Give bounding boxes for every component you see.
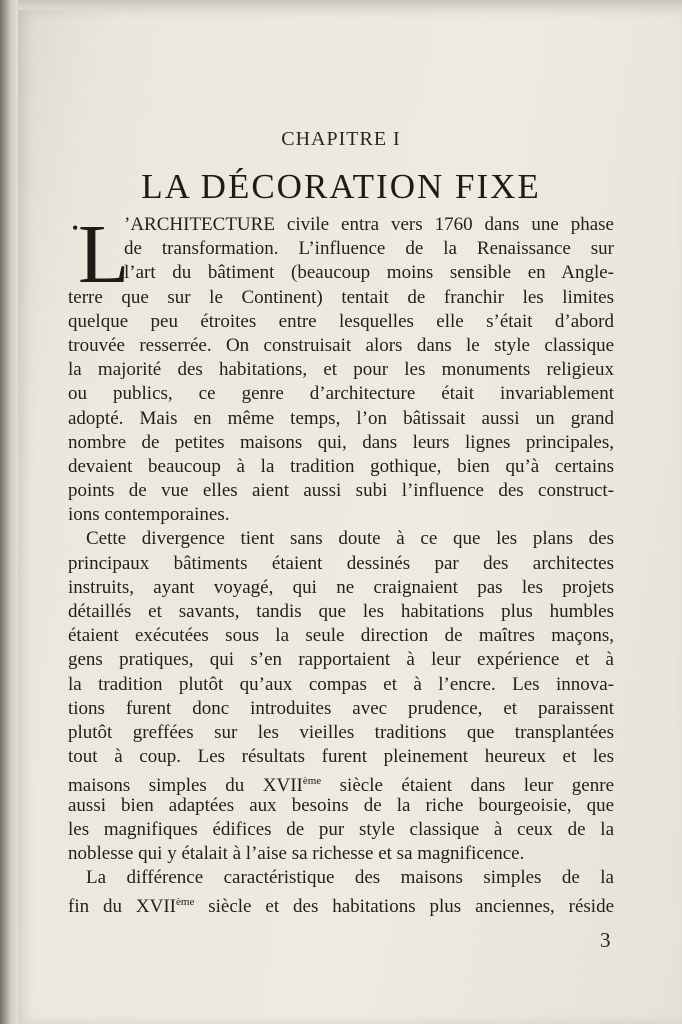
body-text	[68, 208, 614, 918]
text-line: les magnifiques édifices de pur style classique à ceux de la	[68, 818, 614, 840]
text-line: La différence caractéristique des maisons simples de la	[86, 867, 614, 889]
text-line: étaient exécutées sous la seule direction de maîtres maçons,	[68, 625, 614, 647]
text-line: trouvée resserrée. On construisait alors dans le style classique	[68, 334, 614, 356]
page-number: 3	[600, 928, 611, 952]
text-line: ’ARCHITECTURE civile entra vers 1760 dans une phase	[124, 214, 614, 235]
text-line: détaillés et savants, tandis que les habitations plus humbles	[68, 601, 614, 622]
text-line: tout à coup. Les résultats furent pleinement heureux et les	[68, 746, 614, 768]
superscript: ème	[302, 775, 322, 788]
drop-cap	[72, 208, 130, 301]
ornament-dot: •	[72, 218, 79, 238]
book-gutter	[0, 0, 18, 1024]
text-line: gens pratiques, qui s’en rapportaient à leur expérience et à	[68, 649, 614, 671]
chapter-title: LA DÉCORATION FIXE	[141, 167, 541, 206]
text-line: Cette divergence tient sans doute à ce que les plans des	[86, 528, 614, 550]
text-line: aussi bien adaptées aux besoins de la riche bourgeoisie, que	[68, 794, 614, 816]
text-line: plutôt greffées sur les vieilles traditions que transplantées	[68, 721, 614, 743]
text-fragment: siècle étaient dans leur genre	[321, 775, 614, 797]
text-line: devaient beaucoup à la tradition gothique, bien qu’à certains	[68, 455, 614, 477]
drop-cap-letter: L	[78, 208, 130, 301]
text-line: points de vue elles aient aussi subi l’influence des construct-	[68, 480, 614, 502]
text-fragment: maisons simples du XVII	[68, 775, 303, 797]
text-line: quelque peu étroites entre lesquelles elle s’était d’abord	[68, 310, 614, 332]
text-line: de transformation. L’influence de la Renaissance sur	[124, 238, 614, 260]
text-line: nombre de petites maisons qui, dans leurs lignes principales,	[68, 431, 614, 453]
text-line: noblesse qui y étalait à l’aise sa richesse et sa magnificence.	[68, 842, 525, 864]
text-fragment: siècle et des habitations plus anciennes, réside	[194, 896, 614, 918]
chapter-label: CHAPITRE I	[281, 128, 401, 150]
text-line: la tradition plutôt qu’aux compas et à l’encre. Les innova-	[68, 673, 614, 695]
superscript: ème	[176, 896, 195, 909]
text-line: ou publics, ce genre d’architecture était invariablement	[68, 383, 614, 405]
text-line: adopté. Mais en même temps, l’on bâtissait aussi un grand	[68, 407, 614, 429]
text-line: principaux bâtiments étaient dessinés par des architectes	[68, 552, 614, 574]
text-line: la majorité des habitations, et pour les monuments religieux	[68, 359, 614, 381]
text-line: l’art du bâtiment (beaucoup moins sensible en Angle-	[124, 262, 614, 284]
text-line: ions contemporaines.	[68, 504, 230, 526]
text-line	[68, 769, 614, 797]
text-line	[68, 890, 614, 918]
text-line: terre que sur le Continent) tentait de franchir les limites	[68, 286, 614, 308]
text-line: tions furent donc introduites avec prudence, et paraissent	[68, 697, 614, 719]
text-line: instruits, ayant voyagé, qui ne craignaient pas les projets	[68, 576, 614, 598]
text-fragment: fin du XVII	[68, 896, 177, 918]
